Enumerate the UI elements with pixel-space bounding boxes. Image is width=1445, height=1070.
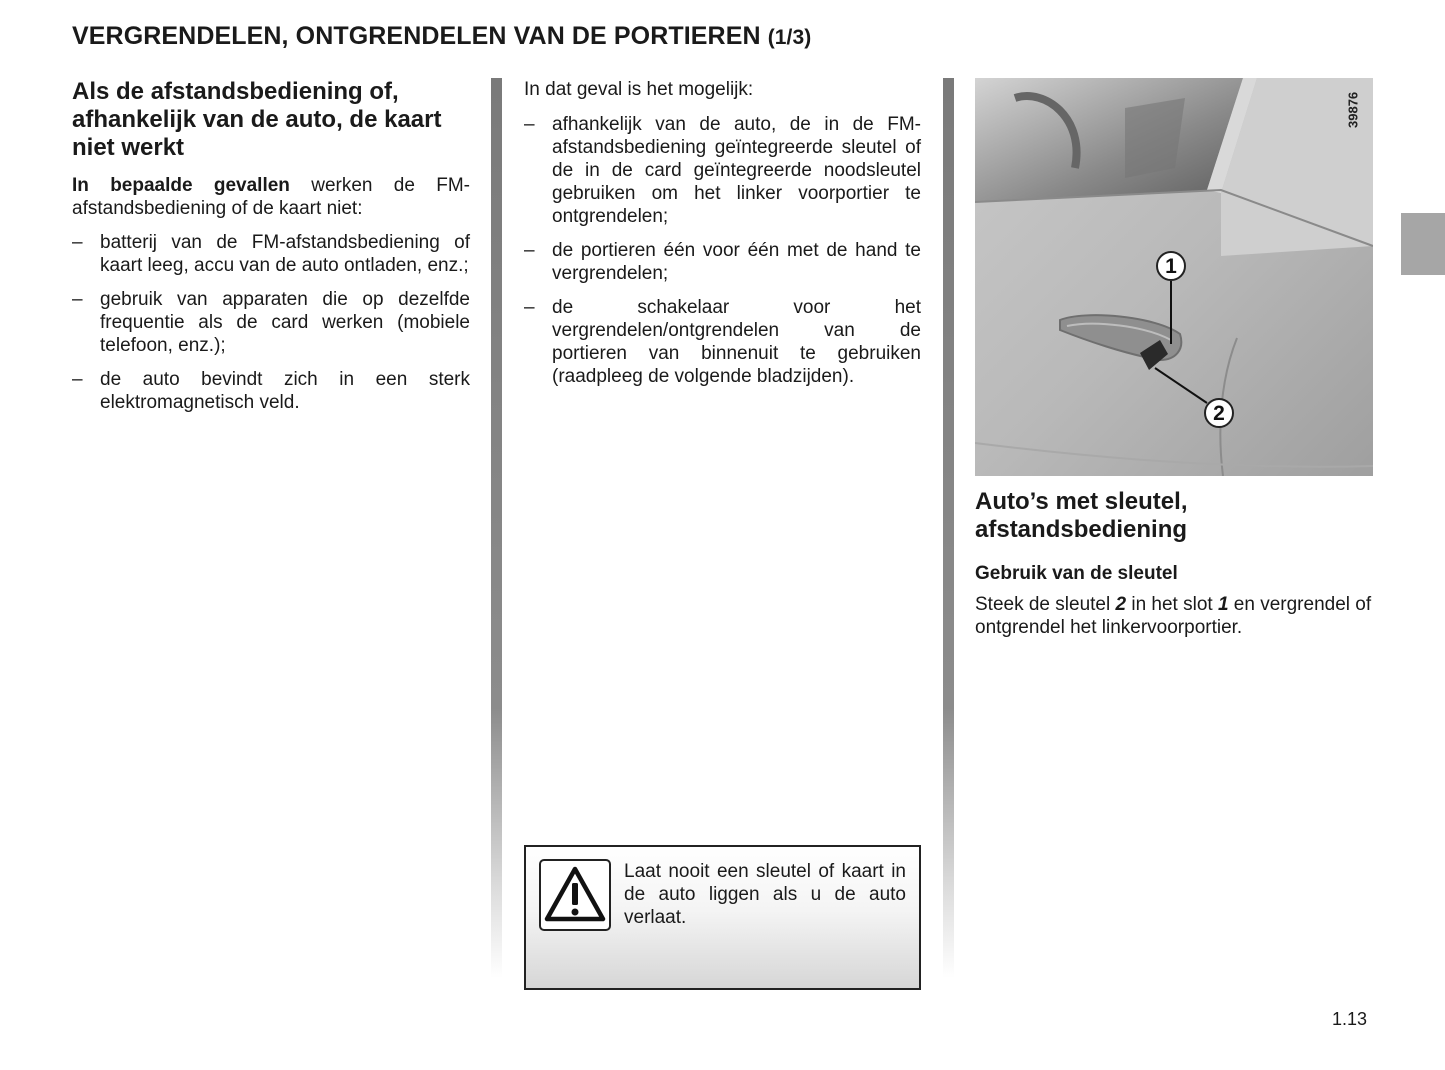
page-title — [72, 22, 811, 51]
list-item: – afhankelijk van de auto, de in de FM-afstandsbediening geïntegreerde sleutel of de in de card geïntegreerde noodsleutel gebruiken om het linker voorportier te ontgrendelen; — [524, 114, 921, 227]
door-lock-illustration — [975, 78, 1373, 476]
list-item: – batterij van de FM-afstandsbediening of kaart leeg, accu van de auto ontladen, enz.; — [72, 232, 470, 276]
middle-column — [524, 78, 921, 399]
middle-intro: In dat geval is het mogelijk: — [524, 79, 754, 100]
right-subheading: Gebruik van de sleutel — [975, 563, 1178, 584]
lock-ref: 1 — [1217, 594, 1229, 615]
list-item-text: de auto bevindt zich in een sterk elektromagnetisch veld. — [100, 369, 470, 413]
list-item-text: de portieren één voor één met de hand te vergrendelen; — [552, 240, 921, 284]
column-separator-right — [943, 78, 954, 978]
right-text-3: en vergrendel of ontgrendel het linkervoorportier. — [975, 594, 1372, 638]
list-item: – gebruik van apparaten die op dezelfde frequentie als de card werken (mobiele telefoon, enz.); — [72, 289, 470, 356]
callout-1: 1 — [1156, 251, 1186, 281]
right-text-1: Steek de sleutel — [975, 594, 1116, 615]
callout-2: 2 — [1204, 398, 1234, 428]
list-item: – de portieren één voor één met de hand te vergrendelen; — [524, 240, 921, 284]
section-side-tab — [1401, 213, 1445, 275]
list-item-text: afhankelijk van de auto, de in de FM-afstandsbediening geïntegreerde sleutel of de in de card geïntegreerde noodsleutel gebruiken om het linker voorportier te ontgrendelen; — [552, 114, 921, 227]
warning-triangle-icon — [539, 859, 611, 931]
page-number: 1.13 — [1332, 1009, 1368, 1029]
list-item-text: batterij van de FM-afstandsbediening of kaart leeg, accu van de auto ontladen, enz.; — [100, 232, 470, 276]
warning-box — [524, 845, 921, 990]
page-title-suffix: (1/3) — [767, 26, 812, 49]
right-heading: Auto’s met sleutel, afstandsbediening — [975, 488, 1188, 543]
left-intro-bold: In bepaalde gevallen — [72, 175, 290, 196]
list-item-text: gebruik van apparaten die op dezelfde frequentie als de card werken (mobiele telefoon, enz.); — [100, 289, 470, 356]
list-item: – de schakelaar voor het vergrendelen/ontgrendelen van de portieren van binnenuit te gebruiken (raadpleeg de volgende bladzijden). — [524, 297, 921, 387]
left-intro-rest: werken de FM-afstandsbediening of de kaart niet: — [72, 175, 471, 219]
left-column — [72, 78, 470, 425]
right-text-2: in het slot — [1126, 594, 1218, 615]
list-item-text: de schakelaar voor het vergrendelen/ontgrendelen van de portieren van binnenuit te gebruiken (raadpleeg de volgende bladzijden). — [552, 297, 921, 387]
left-list — [72, 231, 470, 414]
middle-list — [524, 113, 921, 388]
list-item: – de auto bevindt zich in een sterk elektromagnetisch veld. — [72, 369, 470, 413]
figure-code: 39876 — [1345, 91, 1361, 129]
left-heading: Als de afstandsbediening of, afhankelijk van de auto, de kaart niet werkt — [72, 78, 442, 161]
right-column — [975, 78, 1375, 650]
key-ref: 2 — [1115, 594, 1127, 615]
warning-text: Laat nooit een sleutel of kaart in de auto liggen als u de auto verlaat. — [624, 861, 906, 928]
column-separator-left — [491, 78, 502, 978]
left-intro — [72, 174, 470, 220]
right-paragraph — [975, 593, 1375, 639]
page-title-text: VERGRENDELEN, ONTGRENDELEN VAN DE PORTIEREN — [72, 22, 761, 50]
